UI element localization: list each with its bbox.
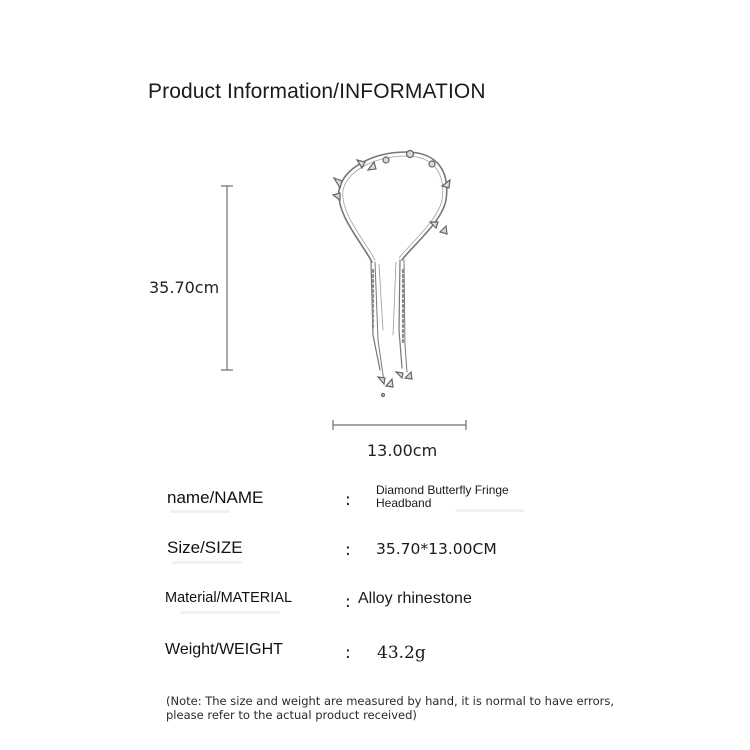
spec-separator: : [345,643,351,663]
height-dimension-label: 35.70cm [149,278,220,297]
spec-value-weight: 43.2g [377,643,426,663]
spec-label-name: name/NAME [167,488,264,507]
spec-value-material: Alloy rhinestone [358,590,472,607]
spec-label-weight: Weight/WEIGHT [165,641,283,658]
spec-label-material: Material/MATERIAL [165,590,293,606]
spec-separator: : [345,490,351,510]
spec-separator: : [345,592,351,612]
height-dimension-line [221,186,233,370]
spec-separator: : [345,540,351,560]
label-underline-shadow [180,611,280,614]
measurement-note: (Note: The size and weight are measured by hand, it is normal to have errors, please refer to the actual product received) [166,694,615,722]
page-title: Product Information/INFORMATION [148,80,486,103]
label-underline-shadow [172,561,242,564]
butterfly-headband-icon [333,151,450,397]
label-underline-shadow [170,510,230,513]
value-underline-shadow [455,509,525,512]
spec-label-size: Size/SIZE [167,538,243,557]
width-dimension-line [333,420,466,430]
width-dimension-label: 13.00cm [367,441,438,460]
spec-value-size: 35.70*13.00CM [376,540,497,558]
spec-value-name: Diamond Butterfly Fringe Headband [376,483,509,510]
